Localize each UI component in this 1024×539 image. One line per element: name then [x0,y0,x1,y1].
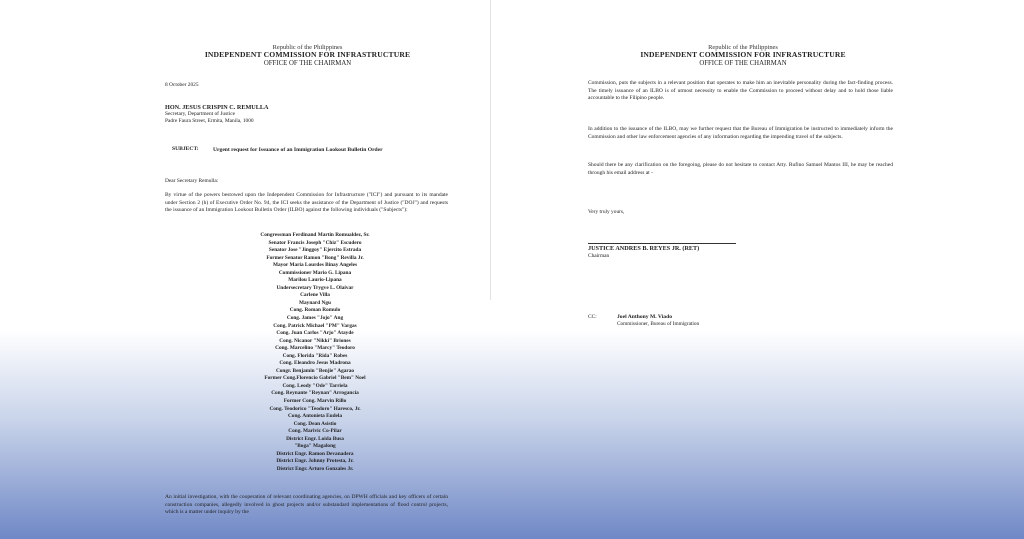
subject-label: SUBJECT: [172,146,199,152]
subject-name: Mayor Maria Lourdes Binay Angeles [272,262,358,269]
letterhead-republic: Republic of the Philippines [272,44,343,51]
letterhead-republic: Republic of the Philippines [708,44,778,51]
addressee-title: Secretary, Department of Justice [165,111,235,117]
intro-paragraph: By virtue of the powers bestowed upon the Independent Commission for Infrastructure ("ICI") and pursuant to its mandate under Section 2 (h) of Executive Order No. 94, the ICI seeks the assistance of the Department of Justice ("DOJ") and requests the issuance of an Immigration Lookout Bulletin Order (ILBO) against the following individuals ("Subjects"): [165,192,448,214]
subject-name: Cong. Roman Romulo [289,307,341,314]
closing-salutation: Very truly yours, [588,209,625,215]
letter-page-2 [588,0,898,345]
signature-block [588,243,736,259]
subject-name: Cong. Patrick Michael "PM" Vargas [273,322,357,329]
subject-name: Commissioner Mario G. Lipana [278,269,352,276]
additional-request-paragraph: In addition to the issuance of the ILBO, may we further request that the Bureau of Immigration be instructed to immediately inform the Commission and other law enforcement agencies of any information regarding the impending travel of the subjects. [588,126,893,140]
subject-text: Urgent request for Issuance of an Immigration Lookout Bulletin Order [213,147,383,153]
subjects-list [165,232,465,474]
letterhead-organization: INDEPENDENT COMMISSION FOR INFRASTRUCTURE [640,50,846,60]
subject-name: District Engr. Ramon Devanadera [276,450,354,457]
page-divider [490,0,491,300]
subject-name: Former Cong. Marvin Rillo [283,398,347,405]
subject-name: Cong. Juan Carlos "Arjo" Atayde [276,330,354,337]
subject-name: Cong. Eleandro Jesus Madrona [279,360,351,367]
subject-name: Maynard Ngu [299,299,331,306]
letterhead-office: OFFICE OF THE CHAIRMAN [263,60,352,68]
subject-name: Cong. Antonieta Eudela [287,413,342,420]
letterhead-organization: INDEPENDENT COMMISSION FOR INFRASTRUCTURE [204,50,411,60]
subject-name: Congr. Benjamin "Benjie" Agarao [275,367,355,374]
subject-name: Former Senator Ramon "Bong" Revilla Jr. [266,254,364,261]
letter-date: 8 October 2025 [165,82,199,88]
addressee-name: HON. JESUS CRISPIN C. REMULLA [165,104,269,111]
subject-name: Carlene Villa [300,292,330,299]
subject-name: Undersecretary Trygve L. Olaivar [276,284,354,291]
cc-name: Joel Anthony M. Viado [617,314,673,320]
subject-name: Cong. Reynante "Reynan" Arrogancia [271,390,359,397]
subject-name: Cong. Marcelino "Marcy" Teodoro [275,345,355,352]
subject-name: Senator Jose "Jinggoy" Ejercito Estrada [268,247,362,254]
letterhead [588,44,898,68]
subject-name: District Engr. Johnny Protesta, Jr. [276,458,354,465]
subject-name: Former Cong.Florencio Gabriel "Bem" Noel [264,375,366,382]
signatory-name: JUSTICE ANDRES B. REYES JR. (RET) [588,243,736,252]
subject-name: Cong. James "Jojo" Ang [286,315,344,322]
subject-name: District Engr. Arturo Gonzales Jr. [276,465,354,472]
letter-page-1 [165,0,450,539]
addressee-block [165,104,445,125]
contact-paragraph: Should there be any clarification on the foregoing, please do not hesitate to contact Atty. Rufino Samuel Mantos III, he may be reached through his email address at - [588,162,893,176]
subject-name: Cong. Marivic Co-Pilar [288,428,342,435]
subject-name: Cong. Nicanor "Nikki" Briones [279,337,351,344]
salutation: Dear Secretary Remulla: [165,178,219,184]
subject-name: "Boga" Magalong [294,443,336,450]
addressee-address: Padre Faura Street, Ermita, Manila, 1000 [165,118,254,125]
investigation-paragraph: An initial investigation, with the cooperation of relevant coordinating agencies, on DPWH officials and key officers of certain construction companies, allegedly involved in ghost projects and/or substandard implementations of flood control projects, which is a matter under inquiry by the [165,494,448,516]
subject-name: District Engr. Loida Busa [286,435,344,442]
subject-name: Congressman Ferdinand Martin Romualdez, Sr. [260,232,370,238]
subject-name: Cong. Florida "Rida" Robes [282,352,348,359]
signatory-title: Chairman [588,253,610,259]
subject-name: Cong. Leody "Ode" Tarriela [282,382,348,389]
letterhead-office: OFFICE OF THE CHAIRMAN [699,60,787,68]
cc-title: Commissioner, Bureau of Immigration [617,321,700,327]
subject-name: Senator Francis Joseph "Chiz" Escudero [268,239,362,246]
continuation-paragraph: Commission, puts the subjects in a relevant position that operates to make him an inevitable personality during the fact-finding process. The timely issuance of an ILBO is of utmost necessity to enable the Commission to proceed without delay and to hold those liable accountable to the Filipino people. [588,80,893,102]
subject-name: Marilou Laurio-Lipana [288,277,342,284]
cc-label: CC: [588,314,597,320]
subject-name: Cong. Teodorico "Teodoro" Haresco, Jr. [269,405,361,412]
letterhead [165,44,450,68]
subject-name: Cong. Dean Asistio [293,420,337,427]
